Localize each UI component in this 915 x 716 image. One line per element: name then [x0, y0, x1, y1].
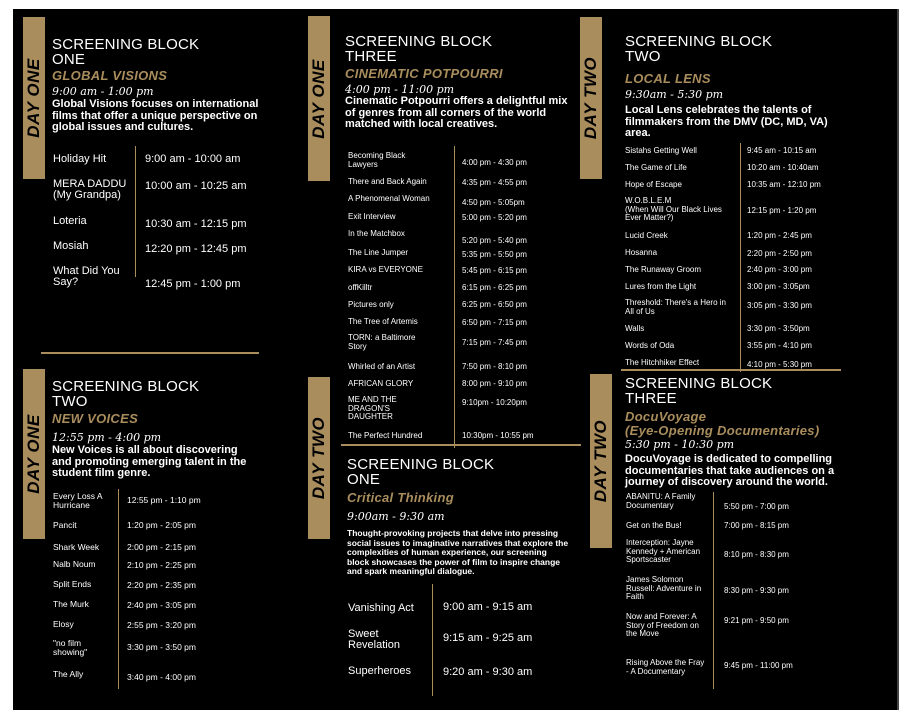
film-time: 9:20 am - 9:30 am	[443, 666, 533, 678]
block-heading: SCREENING BLOCK ONE	[52, 36, 200, 68]
film-time: 12:20 pm - 12:45 pm	[145, 243, 247, 255]
film-time: 2:40 pm - 3:00 pm	[747, 265, 812, 274]
film-title: Vanishing Act	[348, 602, 414, 614]
film-title: Nalb Noum	[53, 559, 96, 569]
film-time: 3:40 pm - 4:00 pm	[127, 672, 196, 682]
film-time: 9:45 pm - 11:00 pm	[724, 661, 793, 670]
block-time: 9:30am - 5:30 pm	[625, 88, 724, 101]
film-title: Interception: Jayne Kennedy + American Sportscaster	[626, 538, 701, 564]
film-time: 3:55 pm - 4:10 pm	[747, 341, 812, 350]
film-time: 5:50 pm - 7:00 pm	[724, 502, 789, 511]
block-heading: SCREENING BLOCK TWO	[625, 33, 773, 65]
column-divider	[135, 146, 136, 277]
film-time: 9:45 am - 10:15 am	[747, 146, 817, 155]
film-time: 10:00 am - 10:25 am	[145, 180, 247, 192]
film-time: 9:00 am - 9:15 am	[443, 601, 533, 613]
film-time: 2:55 pm - 3:20 pm	[127, 620, 196, 630]
film-title: Loteria	[53, 215, 87, 227]
film-time: 5:20 pm - 5:40 pm	[462, 236, 527, 245]
day-one-label: DAY ONE	[24, 414, 43, 494]
film-time: 5:35 pm - 5:50 pm	[462, 250, 527, 259]
film-title: The Runaway Groom	[625, 265, 702, 274]
film-time: 6:25 pm - 6:50 pm	[462, 300, 527, 309]
film-title: Words of Oda	[625, 341, 675, 350]
film-time: 3:00 pm - 3:05pm	[747, 282, 810, 291]
film-time: 10:20 am - 10:40am	[747, 163, 819, 172]
film-title: What Did You Say?	[53, 265, 120, 288]
film-title: ME AND THE DRAGON'S DAUGHTER	[348, 395, 397, 421]
film-time: 1:20 pm - 2:45 pm	[747, 231, 812, 240]
film-title: Superheroes	[348, 665, 411, 677]
block-title: LOCAL LENS	[625, 71, 711, 86]
film-title: "no film showing"	[53, 638, 88, 657]
film-title: Every Loss A Hurricane	[53, 491, 103, 510]
day-one-label: DAY ONE	[309, 58, 328, 139]
column-divider	[118, 489, 119, 689]
film-time: 4:50 pm - 5:05pm	[462, 198, 525, 207]
film-title: Holiday Hit	[53, 153, 107, 165]
day-one-tab	[23, 369, 45, 539]
block-heading: SCREENING BLOCK THREE	[345, 33, 493, 65]
block-time: 5:30 pm - 10:30 pm	[625, 438, 735, 451]
program-sheet	[13, 9, 897, 710]
film-title: KIRA vs EVERYONE	[348, 265, 423, 274]
film-time: 8:10 pm - 8:30 pm	[724, 550, 789, 559]
film-title: Whirled of an Artist	[348, 362, 416, 371]
day-two-label: DAY TWO	[581, 56, 600, 140]
film-title: The Hitchhiker Effect	[625, 358, 700, 367]
block-title: GLOBAL VISIONS	[52, 68, 168, 83]
column-divider	[713, 492, 714, 689]
block-time: 9:00 am - 1:00 pm	[52, 85, 154, 98]
film-time: 7:50 pm - 8:10 pm	[462, 362, 527, 371]
block-description: Local Lens celebrates the talents of filmmakers from the DMV (DC, MD, VA) area.	[625, 104, 828, 139]
film-time: 2:10 pm - 2:25 pm	[127, 560, 196, 570]
film-title: The Perfect Hundred	[348, 431, 423, 440]
column-divider	[432, 584, 433, 696]
film-time: 8:30 pm - 9:30 pm	[724, 586, 789, 595]
film-title: Becoming Black Lawyers	[348, 151, 406, 169]
film-title: There and Back Again	[348, 177, 427, 186]
film-title: Sweet Revelation	[348, 628, 400, 651]
film-time: 10:30 am - 12:15 pm	[145, 218, 247, 230]
block-heading: SCREENING BLOCK TWO	[52, 378, 200, 410]
film-title: Now and Forever: A Story of Freedom on the Move	[626, 612, 699, 638]
day-two-label: DAY TWO	[591, 419, 610, 503]
film-title: Exit Interview	[348, 212, 396, 221]
film-title: The Murk	[53, 599, 89, 609]
film-time: 9:21 pm - 9:50 pm	[724, 616, 789, 625]
film-title: Sistahs Getting Well	[625, 146, 697, 155]
film-time: 7:15 pm - 7:45 pm	[462, 338, 527, 347]
block-time: 9:00am - 9:30 am	[347, 510, 445, 523]
film-title: Hope of Escape	[625, 180, 682, 189]
film-time: 6:15 pm - 6:25 pm	[462, 283, 527, 292]
film-time: 5:45 pm - 6:15 pm	[462, 266, 527, 275]
day-one-tab	[23, 17, 45, 179]
film-time: 12:15 pm - 1:20 pm	[747, 206, 817, 215]
film-time: 3:05 pm - 3:30 pm	[747, 301, 812, 310]
film-time: 1:20 pm - 2:05 pm	[127, 520, 196, 530]
film-time: 2:20 pm - 2:50 pm	[747, 249, 812, 258]
film-title: Elosy	[53, 619, 74, 629]
film-time: 6:50 pm - 7:15 pm	[462, 318, 527, 327]
film-title: Threshold: There's a Hero in All of Us	[625, 298, 726, 316]
film-time: 4:00 pm - 4:30 pm	[462, 158, 527, 167]
film-time: 10:35 am - 12:10 pm	[747, 180, 821, 189]
block-title: DocuVoyage (Eye-Opening Documentaries)	[625, 409, 820, 438]
section-divider	[341, 444, 581, 446]
film-title: In the Matchbox	[348, 229, 405, 238]
day-two-tab	[590, 374, 612, 548]
film-title: The Game of Life	[625, 163, 687, 172]
film-time: 3:30 pm - 3:50 pm	[127, 642, 196, 652]
film-time: 7:00 pm - 8:15 pm	[724, 521, 789, 530]
film-time: 9:00 am - 10:00 am	[145, 153, 241, 165]
film-title: W.O.B.L.E.M (When Will Our Black Lives Ever Matter?)	[625, 196, 722, 222]
film-time: 2:20 pm - 2:35 pm	[127, 580, 196, 590]
film-title: Mosiah	[53, 240, 89, 252]
film-time: 9:10pm - 10:20pm	[462, 398, 527, 407]
film-title: MERA DADDU (My Grandpa)	[53, 178, 127, 201]
film-time: 10:30pm - 10:55 pm	[462, 431, 534, 440]
film-time: 12:55 pm - 1:10 pm	[127, 495, 201, 505]
film-title: James Solomon Russell: Adventure in Faith	[626, 575, 702, 601]
film-time: 3:30 pm - 3:50pm	[747, 324, 810, 333]
block-time: 12:55 pm - 4:00 pm	[52, 431, 162, 444]
right-edge	[897, 9, 899, 710]
block-description: Global Visions focuses on international films that offer a unique perspective on global issues and cultures.	[52, 98, 259, 133]
film-time: 8:00 pm - 9:10 pm	[462, 379, 527, 388]
day-two-tab	[308, 377, 330, 539]
block-description: New Voices is all about discovering and promoting emerging talent in the student film genre.	[52, 444, 247, 479]
film-title: The Tree of Artemis	[348, 317, 418, 326]
block-title: CINEMATIC POTPOURRI	[345, 66, 503, 81]
film-title: AFRICAN GLORY	[348, 379, 414, 388]
day-two-label: DAY TWO	[309, 416, 328, 500]
block-description: Thought-provoking projects that delve into pressing social issues to imaginative narratives that explore the complexities of human experience, our screening block showcases the power of film to inspire change and spark meaningful dialogue.	[347, 528, 569, 576]
block-title: NEW VOICES	[52, 411, 139, 426]
film-time: 12:45 pm - 1:00 pm	[145, 278, 241, 290]
block-heading: SCREENING BLOCK ONE	[347, 456, 495, 488]
film-title: offKilltr	[348, 283, 373, 292]
film-title: Lucid Creek	[625, 231, 668, 240]
film-title: ABANITU: A Family Documentary	[626, 492, 696, 510]
film-time: 4:10 pm - 5:30 pm	[747, 360, 812, 369]
day-one-label: DAY ONE	[24, 58, 43, 138]
block-heading: SCREENING BLOCK THREE	[625, 375, 773, 407]
film-time: 5:00 pm - 5:20 pm	[462, 213, 527, 222]
film-title: Split Ends	[53, 579, 92, 589]
block-description: Cinematic Potpourri offers a delightful mix of genres from all corners of the world matched with local creatives.	[345, 95, 568, 130]
film-title: Get on the Bus!	[626, 521, 682, 530]
film-title: Pictures only	[348, 300, 394, 309]
film-time: 2:00 pm - 2:15 pm	[127, 542, 196, 552]
film-time: 2:40 pm - 3:05 pm	[127, 600, 196, 610]
film-title: TORN: a Baltimore Story	[348, 333, 416, 351]
film-title: Pancit	[53, 520, 77, 530]
column-divider	[454, 146, 455, 448]
film-title: Walls	[625, 324, 645, 333]
section-divider	[41, 352, 259, 354]
block-title: Critical Thinking	[347, 490, 454, 505]
film-title: The Ally	[53, 669, 84, 679]
column-divider	[740, 143, 741, 372]
film-time: 4:35 pm - 4:55 pm	[462, 178, 527, 187]
film-time: 9:15 am - 9:25 am	[443, 632, 533, 644]
day-one-tab	[308, 16, 330, 181]
film-title: A Phenomenal Woman	[348, 194, 430, 203]
film-title: The Line Jumper	[348, 248, 409, 257]
film-title: Rising Above the Fray - A Documentary	[626, 658, 705, 676]
block-description: DocuVoyage is dedicated to compelling documentaries that take audiences on a journey of discovery around the world.	[625, 453, 835, 488]
film-title: Lures from the Light	[625, 282, 697, 291]
film-title: Shark Week	[53, 542, 100, 552]
film-title: Hosanna	[625, 248, 658, 257]
day-two-tab	[580, 17, 602, 179]
block-time: 4:00 pm - 11:00 pm	[345, 83, 455, 96]
